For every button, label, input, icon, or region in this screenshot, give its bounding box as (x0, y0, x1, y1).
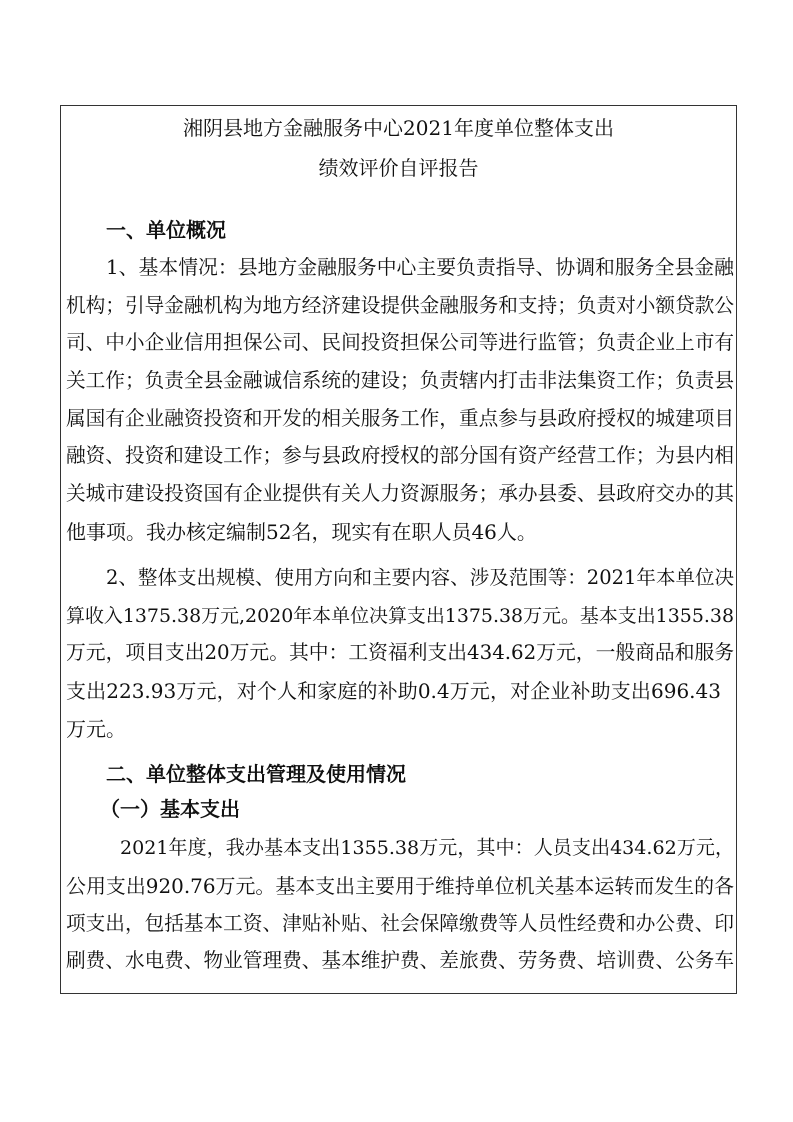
paragraph-line: 1、基本情况：县地方金融服务中心主要负责指导、协调和服务全县金融 (106, 256, 734, 279)
paragraph-line: 项支出，包括基本工资、津贴补贴、社会保障缴费等人员性经费和办公费、印 (66, 912, 734, 935)
paragraph-line: 万元，项目支出20万元。其中：工资福利支出434.62万元，一般商品和服务 (66, 641, 735, 664)
paragraph-line: 关城市建设投资国有企业提供有关人力资源服务；承办县委、县政府交办的其 (66, 482, 734, 505)
section-heading-2: 二、单位整体支出管理及使用情况 (106, 762, 406, 786)
subsection-heading: （一）基本支出 (100, 797, 240, 821)
document-title: 湘阴县地方金融服务中心2021年度单位整体支出 (183, 116, 614, 140)
paragraph-line: 2、整体支出规模、使用方向和主要内容、涉及范围等：2021年本单位决 (106, 566, 734, 589)
paragraph-line: 他事项。我办核定编制52名，现实有在职人员46人。 (66, 520, 537, 544)
paragraph-line: 2021年度，我办基本支出1355.38万元，其中：人员支出434.62万元， (120, 837, 734, 859)
paragraph-line: 算收入1375.38万元,2020年本单位决算支出1375.38万元。基本支出1355.38 (66, 605, 734, 627)
paragraph-line: 万元。 (66, 717, 126, 741)
paragraph-line: 司、中小企业信用担保公司、民间投资担保公司等进行监管；负责企业上市有 (66, 331, 734, 354)
paragraph-line: 公用支出920.76万元。基本支出主要用于维持单位机关基本运转而发生的各 (66, 874, 734, 898)
paragraph-line: 支出223.93万元，对个人和家庭的补助0.4万元，对企业补助支出696.43 (66, 679, 721, 703)
paragraph-line: 关工作；负责全县金融诚信系统的建设；负责辖内打击非法集资工作；负责县 (66, 369, 734, 392)
paragraph-line: 机构；引导金融机构为地方经济建设提供金融服务和支持；负责对小额贷款公 (66, 294, 734, 317)
paragraph-line: 融资、投资和建设工作；参与县政府授权的部分国有资产经营工作；为县内相 (66, 444, 734, 467)
paragraph-line: 属国有企业融资投资和开发的相关服务工作，重点参与县政府授权的城建项目 (66, 407, 734, 430)
document-subtitle: 绩效评价自评报告 (318, 156, 479, 180)
section-heading-1: 一、单位概况 (106, 218, 226, 242)
paragraph-line: 刷费、水电费、物业管理费、基本维护费、差旅费、劳务费、培训费、公务车 (66, 949, 734, 972)
